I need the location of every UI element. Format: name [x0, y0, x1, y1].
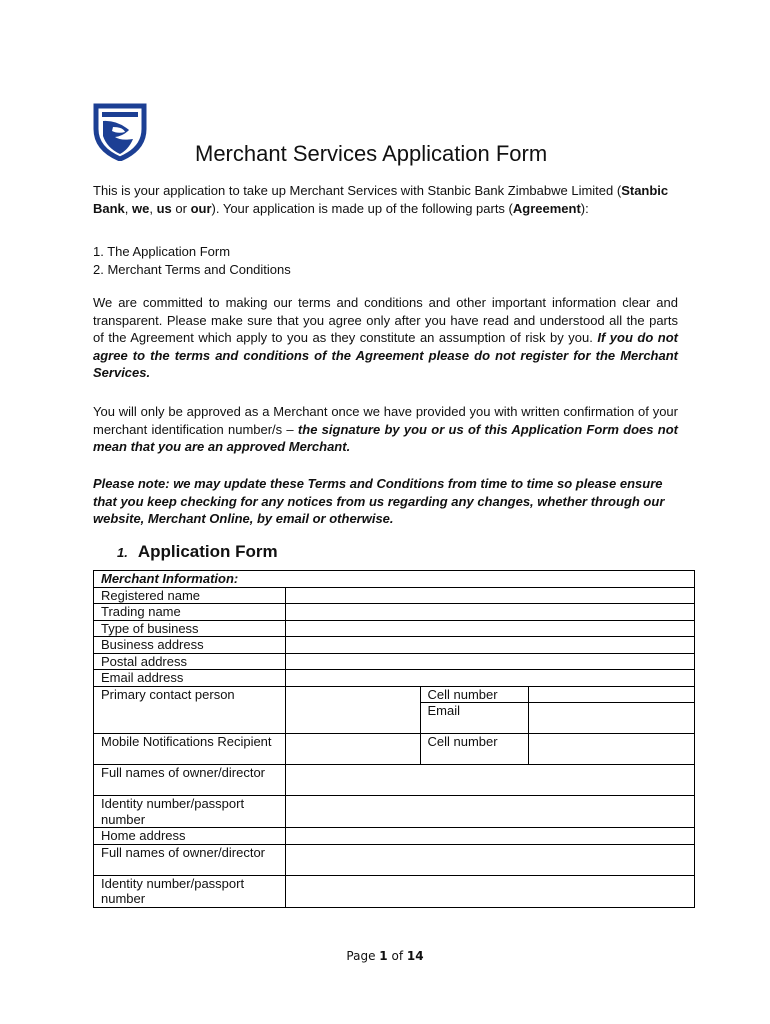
mobile-recipient-input[interactable] [285, 734, 420, 765]
table-row [94, 587, 695, 604]
section-heading [117, 542, 278, 562]
field-label: Mobile Notifications Recipient [94, 734, 286, 765]
table-row [94, 734, 695, 765]
owner-id-number-input[interactable] [285, 796, 694, 828]
field-label: Full names of owner/director [94, 765, 286, 796]
field-label: Home address [94, 828, 286, 845]
table-row [94, 653, 695, 670]
field-label: Cell number [420, 734, 529, 765]
field-label: Trading name [94, 604, 286, 621]
table-row [94, 670, 695, 687]
field-label: Primary contact person [94, 686, 286, 734]
email-address-input[interactable] [285, 670, 694, 687]
field-label: Identity number/passport number [94, 875, 286, 907]
field-label: Email address [94, 670, 286, 687]
section-title: Application Form [137, 542, 278, 561]
page-footer: Page 1 of 14 [346, 949, 424, 963]
stanbic-shield-logo-icon [93, 103, 147, 161]
second-owner-full-names-input[interactable] [285, 844, 694, 875]
field-label: Email [420, 703, 529, 734]
primary-cell-input[interactable] [529, 686, 695, 703]
mobile-cell-input[interactable] [529, 734, 695, 765]
second-owner-id-number-input[interactable] [285, 875, 694, 907]
owner-full-names-input[interactable] [285, 765, 694, 796]
document-title: Merchant Services Application Form [195, 141, 548, 166]
trading-name-input[interactable] [285, 604, 694, 621]
list-item: 2. Merchant Terms and Conditions [93, 261, 291, 277]
parts-list [93, 243, 678, 278]
update-notice: Please note: we may update these Terms and Conditions from time to time so please ensure that you keep checking for any notices from us regarding any changes, whether through our website, Merchant Online, by email or otherwise. [93, 476, 665, 526]
field-label: Full names of owner/director [94, 844, 286, 875]
field-label: Type of business [94, 620, 286, 637]
field-label: Cell number [420, 686, 529, 703]
home-address-input[interactable] [285, 828, 694, 845]
table-row [94, 571, 695, 588]
type-of-business-input[interactable] [285, 620, 694, 637]
field-label: Identity number/passport number [94, 796, 286, 828]
registered-name-input[interactable] [285, 587, 694, 604]
merchant-information-header: Merchant Information: [94, 571, 695, 588]
field-label: Registered name [94, 587, 286, 604]
intro-paragraph: This is your application to take up Merchant Services with Stanbic Bank Zimbabwe Limited (Stanbic Bank, we, us or our). Your application is made up of the following parts (Agreement): [93, 183, 669, 216]
postal-address-input[interactable] [285, 653, 694, 670]
primary-contact-input[interactable] [285, 686, 420, 734]
list-item: 1. The Application Form [93, 244, 231, 259]
table-row [94, 637, 695, 654]
table-row [94, 686, 695, 703]
table-row [94, 875, 695, 907]
table-row [94, 765, 695, 796]
approval-paragraph: You will only be approved as a Merchant once we have provided you with written confirmation of your merchant identification number/s – the signature by you or us of this Application Form does not mean that you are an approved Merchant. [93, 404, 678, 454]
primary-email-input[interactable] [529, 703, 695, 734]
field-label: Postal address [94, 653, 286, 670]
table-row [94, 844, 695, 875]
section-number: 1. [117, 545, 128, 560]
table-row [94, 828, 695, 845]
table-row [94, 604, 695, 621]
merchant-information-table [93, 570, 695, 908]
business-address-input[interactable] [285, 637, 694, 654]
commitment-paragraph: We are committed to making our terms and conditions and other important information clear and transparent. Please make sure that you agree only after you have read and understood all the parts of the Agreement which apply to you as they constitute an assumption of risk by you. If you do not agree to the terms and conditions of the Agreement please do not register for the Merchant Services. [93, 295, 679, 380]
table-row [94, 620, 695, 637]
table-row [94, 796, 695, 828]
field-label: Business address [94, 637, 286, 654]
